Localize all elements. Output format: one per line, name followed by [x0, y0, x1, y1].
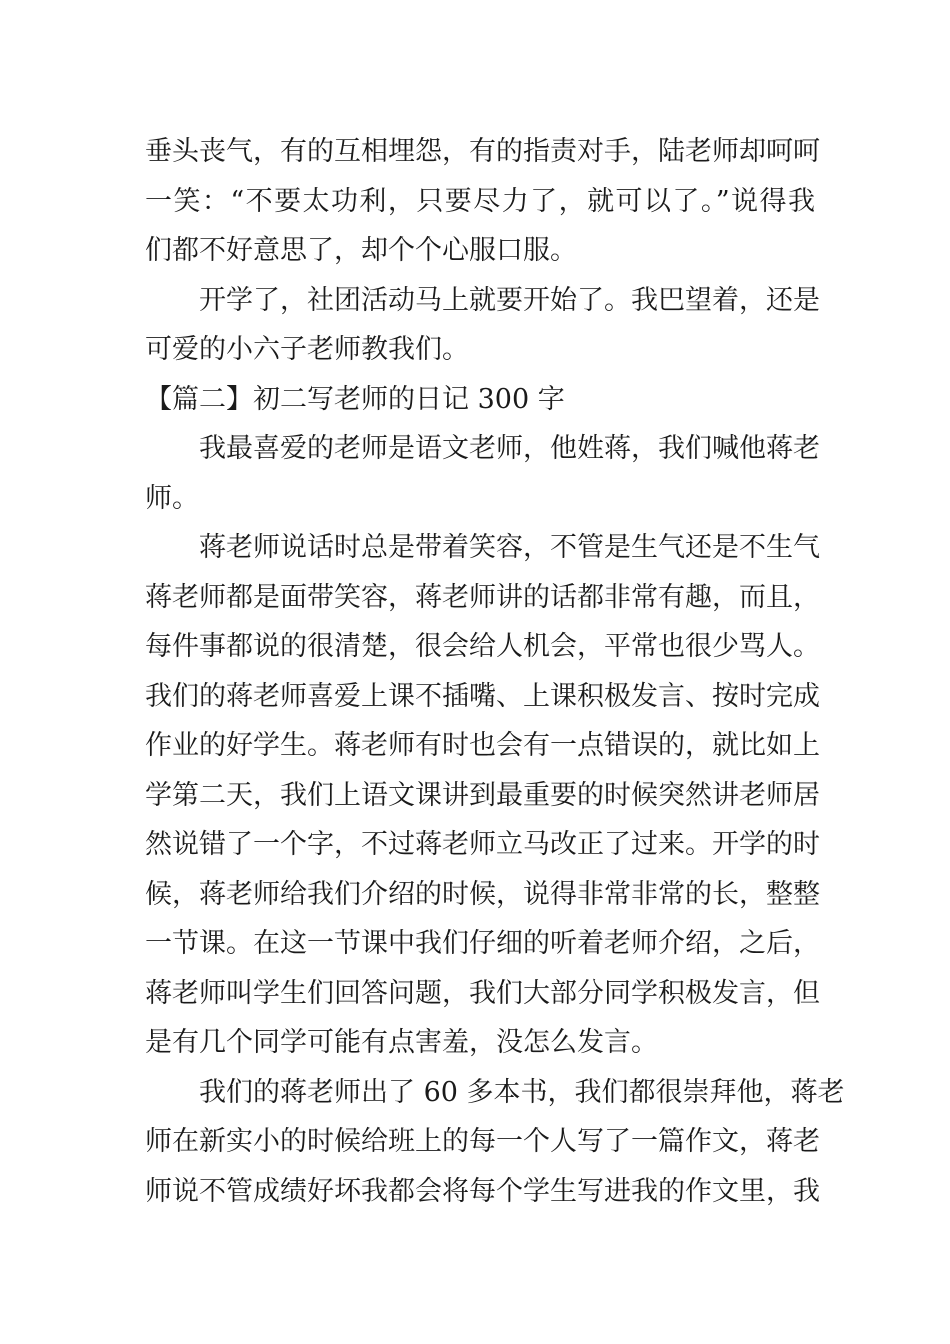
paragraph-first-line: 开学了，社团活动马上就要开始了。我巴望着，还是: [199, 284, 820, 316]
article-body: [145, 127, 845, 1216]
paragraph-first-line: 我最喜爱的老师是语文老师，他姓蒋，我们喊他蒋老: [199, 433, 820, 464]
text-line: 师。: [145, 482, 199, 514]
paragraph-first-line: 蒋老师说话时总是带着笑容，不管是生气还是不生气: [199, 532, 820, 563]
text-line: 蒋老师都是面带笑容，蒋老师讲的话都非常有趣，而且，: [145, 581, 820, 613]
text-line: 师说不管成绩好坏我都会将每个学生写进我的作文里，我: [145, 1175, 820, 1207]
text-line: 是有几个同学可能有点害羞，没怎么发言。: [145, 1027, 658, 1058]
text-line: 垂头丧气，有的互相埋怨，有的指责对手，陆老师却呵呵: [145, 136, 820, 167]
text-line: 可爱的小六子老师教我们。: [145, 334, 469, 365]
text-line: 候，蒋老师给我们介绍的时候，说得非常非常的长，整整: [145, 878, 820, 910]
text-line: 我们的蒋老师喜爱上课不插嘴、上课积极发言、按时完成: [145, 680, 820, 712]
text-line: 们都不好意思了，却个个心服口服。: [145, 235, 577, 266]
text-line: 一笑：“不要太功利，只要尽力了，就可以了。”说得我: [145, 185, 815, 217]
text-line: 作业的好学生。蒋老师有时也会有一点错误的，就比如上: [145, 730, 820, 761]
section-heading: 【篇二】初二写老师的日记 300 字: [145, 383, 565, 415]
text-line: 蒋老师叫学生们回答问题，我们大部分同学积极发言，但: [145, 977, 820, 1009]
text-line: 学第二天，我们上语文课讲到最重要的时候突然讲老师居: [145, 779, 820, 811]
text-line: 一节课。在这一节课中我们仔细的听着老师介绍，之后，: [145, 928, 820, 959]
text-line: 每件事都说的很清楚，很会给人机会，平常也很少骂人。: [145, 631, 820, 662]
text-line: 师在新实小的时候给班上的每一个人写了一篇作文，蒋老: [145, 1126, 820, 1157]
text-line: 然说错了一个字，不过蒋老师立马改正了过来。开学的时: [145, 829, 820, 860]
paragraph-first-line: 我们的蒋老师出了 60 多本书，我们都很崇拜他，蒋老: [199, 1076, 845, 1108]
